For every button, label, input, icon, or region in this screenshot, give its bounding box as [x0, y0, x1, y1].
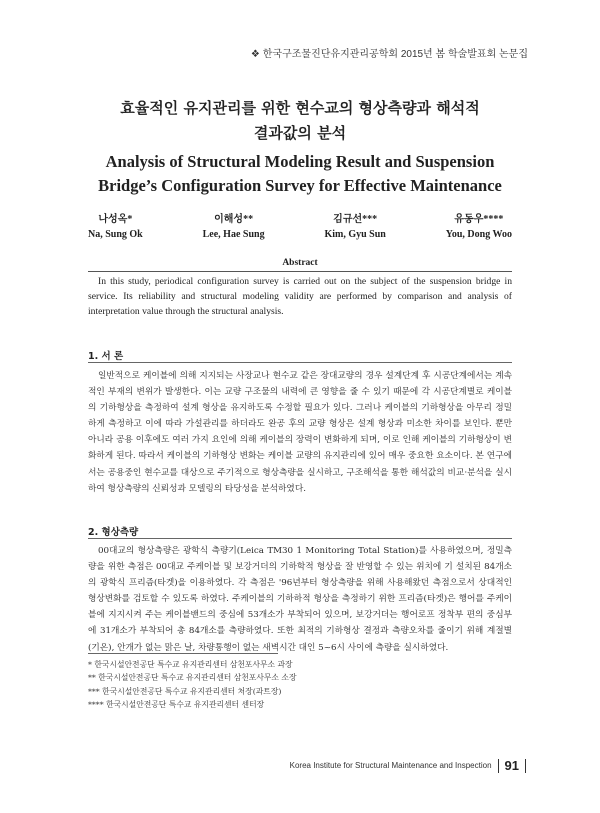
footnote: *** 한국시설안전공단 특수교 유지관리센터 처장(과트장) [88, 686, 282, 696]
author-name-english: Na, Sung Ok [88, 229, 143, 240]
section-body-introduction: 일반적으로 케이블에 의해 지지되는 사장교나 현수교 같은 장대교량의 경우 설계단계 후 시공단계에서는 계속적인 부재의 변위가 발생한다. 이는 교량 구조물의 내력에 큰 영향을 줄 수 있기 때문에 각 시공단계별로 케이블의 기하형상을 측정하여 설계 형상을 유지하도록 수정할 필요가 있다. 그러나 케이블의 기하형상을 아무리 정밀하게 측정하고 이에 따라 가설관리를 하더라도 완공 후의 교량 형상은 설계 형상과 미소한 차이를 보인다. 뿐만 아니라 공용 이후에도 여러 가지 요인에 의해 케이블의 장력이 변화하게 되며, 이로 인해 케이블의 기하형상이 변화하게 된다. 따라서 케이블의 기하형상 변화는 케이블 교량의 유지관리에 있어 매우 중요한 요소이다. 본 연구에서는 공용중인 현수교를 대상으로 주기적으로 형상측량을 실시하고, 구조해석을 통한 해석값의 비교·분석을 실시하여 형상측량의 신뢰성과 모델링의 타당성을 분석하였다. [88, 371, 512, 494]
footnote: * 한국시설안전공단 특수교 유지관리센터 삼천포사무소 과장 [88, 660, 293, 669]
header-text: 한국구조물진단유지관리공학회 2015년 봄 학술발표회 논문집 [262, 49, 528, 60]
author-name-english: Lee, Hae Sung [202, 229, 265, 240]
author-list [88, 212, 512, 242]
footer-separator [525, 759, 526, 773]
author-name-korean: 나성옥* [98, 214, 133, 225]
section-body-survey: 00대교의 형상측량은 광학식 측량기(Leica TM30 1 Monitoring Total Station)를 사용하였으며, 정밀측량을 위한 측점은 00대교 주케이블 및 보강거더의 기하학적 형상을 잘 반영할 수 있는 위치에 기 설치된 84개소의 광학식 프리즘(타겟)을 이용하였다. 각 측점은 '96년부터 형상측량을 위해 사용해왔던 측점으로서 상대적인 형상변화를 검토할 수 있도록 하였다. 주케이블의 기하하적 형상을 측정하기 위한 프리즘(타겟)은 행어를 주케이블에 지지시켜 주는 케이블밴드의 중심에 53개소가 부착되어 있으며, 보강거더는 행어로프 정착부 편의 중심부에 31개소가 부착되어 총 84개소를 측량하였다. 또한 최적의 기하형상 결정과 측량오차를 줄이기 위해 계절별(기온), 안개가 없는 맑은 날, 차량통행이 없는 새벽시간 대인 5~6시 사이에 측량을 실시하였다. [88, 546, 512, 653]
english-title-line-2: Bridge’s Configuration Survey for Effective Maintenance [98, 176, 502, 195]
abstract-heading: Abstract [282, 258, 318, 268]
page-number: 91 [504, 758, 519, 773]
author [88, 212, 143, 242]
footnote-divider [88, 653, 278, 654]
running-header [251, 45, 528, 60]
header-mark-icon: ❖ [250, 49, 260, 60]
english-title [50, 150, 550, 198]
author [324, 212, 385, 242]
author [203, 212, 265, 242]
footnote: ** 한국시설안전공단 특수교 유지관리센터 삼천포사무소 소장 [88, 673, 297, 683]
section-divider [88, 538, 512, 539]
author-name-korean: 유동우**** [454, 214, 504, 225]
footer-journal-name: Korea Institute for Structural Maintenance and Inspection [289, 761, 492, 770]
english-title-line-1: Analysis of Structural Modeling Result and Suspension [105, 152, 495, 171]
korean-title-line-2: 결과값의 분석 [253, 124, 347, 142]
section-divider [88, 362, 512, 363]
section-heading-introduction: 1. 서 론 [88, 351, 124, 362]
footnote: **** 한국시설안전공단 특수교 유지관리센터 센터장 [88, 699, 265, 709]
footnotes [88, 658, 388, 711]
section-heading-survey: 2. 형상측량 [88, 527, 139, 538]
author-name-korean: 이해성** [214, 214, 254, 225]
abstract-body: In this study, periodical configuration survey is carried out on the subject of the suspension bridge in service. Its reliability and structural modeling validity are performed by comparison and analysis of interpretation value through the structural analysis. [88, 276, 512, 317]
author [446, 212, 512, 242]
author-name-english: You, Dong Woo [445, 229, 512, 240]
page-footer [290, 758, 532, 773]
author-name-korean: 김규선*** [333, 214, 378, 225]
author-name-english: Kim, Gyu Sun [324, 229, 386, 240]
korean-title-line-1: 효율적인 유지관리를 위한 현수교의 형상측량과 해석적 [120, 99, 480, 117]
footer-separator [498, 759, 499, 773]
abstract-divider [88, 271, 512, 272]
korean-title [50, 96, 550, 146]
